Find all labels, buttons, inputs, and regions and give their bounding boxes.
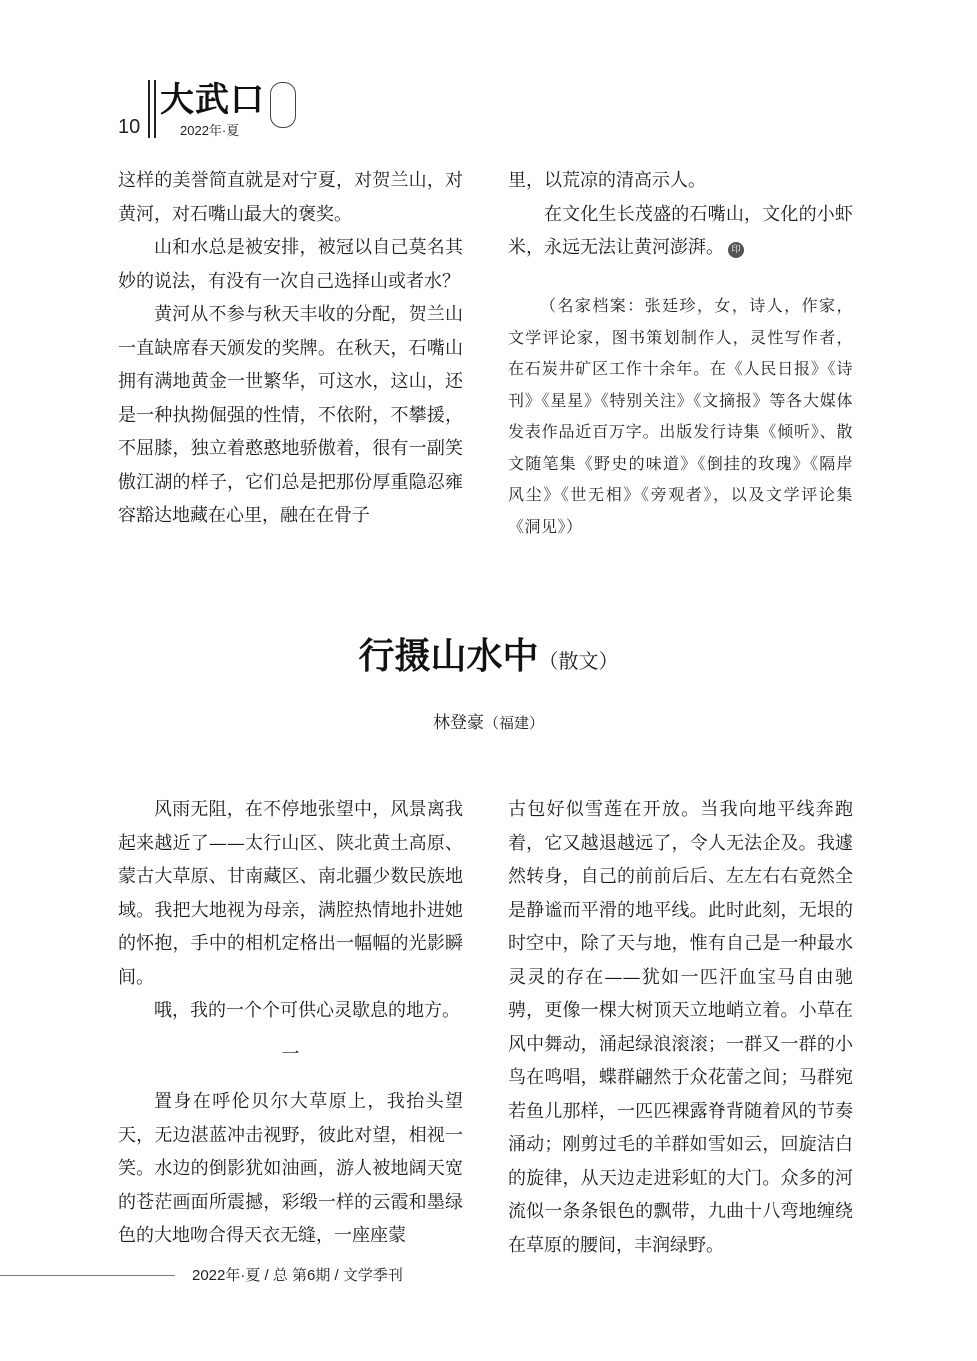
author-bio-text: （名家档案：张廷珍，女，诗人，作家，文学评论家，图书策划制作人，灵性写作者，在石炭井矿区工作十余年。在《人民日报》《诗刊》《星星》《特别关注》《文摘报》等各大媒体发表作品近百万字。出版发行诗集《倾听》、散文随笔集《野史的味道》《倒挂的玫瑰》《隔岸风尘》《世无相》《旁观者》，以及文学评论集《洞见》） [508,296,853,536]
magazine-issue: 2022年·夏 [180,123,240,138]
header-rule-left [148,80,150,138]
author-bio [508,290,853,542]
end-mark-icon: 印 [728,242,744,258]
paragraph: 哦，我的一个个可供心灵歇息的地方。 [154,1000,460,1021]
section-number: 一 [281,1043,300,1065]
author-origin: （福建） [483,714,544,732]
paragraph [508,198,853,265]
article-title-main: 行摄山水中 [358,636,539,677]
paragraph: 这样的美誉简直就是对宁夏，对贺兰山，对黄河，对石嘴山最大的褒奖。 [118,170,463,225]
page-number: 10 [118,116,141,138]
article-left-column [118,793,463,1253]
article-right-column [508,793,853,1262]
paragraph: 黄河从不参与秋天丰收的分配，贺兰山一直缺席春天颁发的奖牌。在秋天，石嘴山拥有满地黄金一世繁华，可这水，这山，还是一种执拗倔强的性情，不依附，不攀援，不屈膝，独立着憨憨地骄傲着，很有一副笑傲江湖的样子，它们总是把那份厚重隐忍雍容豁达地藏在心里，融在在骨子 [118,304,463,526]
article-title [0,628,977,679]
author-name: 林登豪 [432,713,484,733]
header-rule-right [154,80,156,138]
magazine-seal-icon [270,82,296,128]
footer-rule [0,1275,175,1276]
article-genre: （散文） [538,649,619,673]
footer-text: 2022年·夏 / 总 第6期 / 文学季刊 [192,1267,403,1284]
prev-article-right-column [508,164,853,265]
prev-article-left-column [118,164,463,533]
magazine-title: 大武口 [160,80,265,120]
paragraph: 风雨无阻，在不停地张望中，风景离我起来越近了——太行山区、陕北黄土高原、蒙古大草原、甘南藏区、南北疆少数民族地域。我把大地视为母亲，满腔热情地扑进她的怀抱，手中的相机定格出一幅幅的光影瞬间。 [118,799,463,988]
paragraph: 山和水总是被安排，被冠以自己莫名其妙的说法，有没有一次自己选择山或者水？ [118,237,463,292]
paragraph: 里，以荒凉的清高示人。 [508,170,706,191]
paragraph-text: 在文化生长茂盛的石嘴山，文化的小虾米，永远无法让黄河澎湃。 [508,203,853,258]
paragraph: 置身在呼伦贝尔大草原上，我抬头望天，无边湛蓝冲击视野，彼此对望，相视一笑。水边的倒影犹如油画，游人被地阔天宽的苍茫画面所震撼，彩缎一样的云霞和墨绿色的大地吻合得天衣无缝，一座座蒙 [118,1091,463,1246]
paragraph: 古包好似雪莲在开放。当我向地平线奔跑着，它又越退越远了，令人无法企及。我遽然转身，自己的前前后后、左左右右竟然全是静谧而平滑的地平线。此时此刻，无垠的时空中，除了天与地，惟有自己是一种最水灵灵的存在——犹如一匹汗血宝马自由驰骋，更像一棵大树顶天立地峭立着。小草在风中舞动，涌起绿浪滚滚；一群又一群的小鸟在鸣唱，蝶群翩然于众花蕾之间；马群宛若鱼儿那样，一匹匹裸露脊背随着风的节奏涌动；刚剪过毛的羊群如雪如云，回旋洁白的旋律，从天边走进彩虹的大门。众多的河流似一条条银色的飘带，九曲十八弯地缠绕在草原的腰间，丰润绿野。 [508,799,853,1256]
byline [0,708,977,733]
